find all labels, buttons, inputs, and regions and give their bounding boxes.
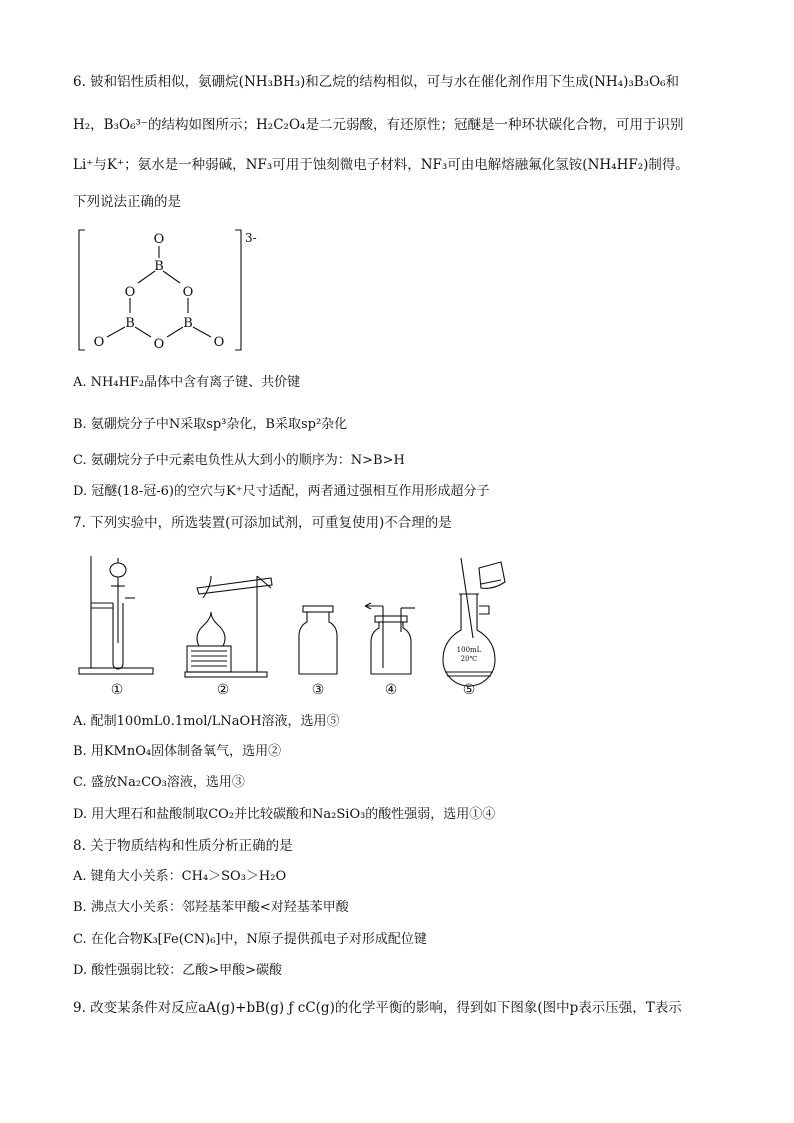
stand-base-2: [185, 672, 267, 677]
separatory-funnel: [110, 563, 126, 577]
apparatus-label-5: ⑤: [462, 682, 476, 698]
reagent-bottle: [299, 612, 337, 674]
q6-option-b: B. 氨硼烷分子中N采取sp³杂化，B采取sp²杂化: [73, 417, 348, 432]
q7-option-c: C. 盛放Na₂CO₃溶液，选用③: [73, 775, 245, 790]
q6-option-c: C. 氨硼烷分子中元素电负性从大到小的顺序为：N>B>H: [73, 453, 405, 468]
atom-b-right: B: [183, 316, 193, 331]
flask-volume-label: 100mL: [456, 646, 482, 654]
q6-line-3: Li⁺与K⁺；氨水是一种弱碱，NF₃可用于蚀刻微电子材料，NF₃可由电解熔融氟化氢铵(NH₄HF₂)制得。: [73, 157, 689, 173]
flask-temp-label: 20℃: [460, 655, 478, 663]
alcohol-lamp: [197, 612, 225, 646]
q9-stem: 9. 改变某条件对反应aA(g)+bB(g) ƒ cC(g)的化学平衡的影响，得到如下图象(图中p表示压强，T表示: [73, 1000, 682, 1016]
apparatus-label-2: ②: [216, 682, 230, 698]
apparatus-label-1: ①: [110, 682, 124, 698]
q8-option-a: A. 键角大小关系：CH₄＞SO₃＞H₂O: [73, 869, 287, 884]
atom-o-right: O: [182, 285, 194, 300]
apparatus-label-3: ③: [311, 682, 325, 698]
q8-option-d: D. 酸性强弱比较：乙酸>甲酸>碳酸: [73, 963, 283, 978]
q6-line-4: 下列说法正确的是: [73, 194, 181, 210]
atom-o-outer-right: O: [213, 335, 225, 350]
apparatus-label-4: ④: [384, 682, 398, 698]
q8-option-b: B. 沸点大小关系：邻羟基苯甲酸<对羟基苯甲酸: [73, 900, 349, 915]
atom-b-top: B: [154, 259, 164, 274]
test-tube-2: [197, 578, 272, 594]
q7-stem: 7. 下列实验中，所选装置(可添加试剂，可重复使用)不合理的是: [73, 515, 452, 531]
wooden-block: [187, 646, 231, 672]
apparatus-figure: [75, 548, 515, 700]
atom-o-left: O: [124, 285, 136, 300]
q8-stem: 8. 关于物质结构和性质分析正确的是: [73, 838, 293, 854]
ion-charge: 3-: [245, 231, 257, 245]
atom-b-left: B: [125, 316, 135, 331]
bottle-stopper: [303, 606, 333, 612]
beaker: [479, 562, 505, 588]
q6-line-2: H₂，B₃O₆³⁻的结构如图所示；H₂C₂O₄是二元弱酸，有还原性；冠醚是一种环状碳化合物，可用于识别: [73, 117, 684, 133]
q6-option-d: D. 冠醚(18-冠-6)的空穴与K⁺尺寸适配，两者通过强相互作用形成超分子: [73, 484, 490, 499]
q7-option-d: D. 用大理石和盐酸制取CO₂并比较碳酸和Na₂SiO₃的酸性强弱，选用①④: [73, 807, 496, 822]
q7-option-b: B. 用KMnO₄固体制备氧气，选用②: [73, 744, 282, 759]
q6-line-1: 6. 铍和铝性质相似，氨硼烷(NH₃BH₃)和乙烷的结构相似，可与水在催化剂作用下生成(NH₄)₃B₃O₆和: [73, 74, 680, 90]
q8-option-c: C. 在化合物K₃[Fe(CN)₆]中，N原子提供孤电子对形成配位键: [73, 932, 427, 947]
gas-washing-bottle: [371, 622, 411, 674]
q6-option-a: A. NH₄HF₂晶体中含有离子键、共价键: [73, 375, 301, 390]
glass-rod: [461, 558, 473, 638]
atom-o-outer-left: O: [93, 335, 105, 350]
atom-o-top: O: [153, 232, 165, 247]
b3o6-structure-diagram: [75, 226, 275, 356]
q7-option-a: A. 配制100mL0.1mol/LNaOH溶液，选用⑤: [73, 714, 340, 729]
atom-o-bottom: O: [153, 337, 165, 352]
